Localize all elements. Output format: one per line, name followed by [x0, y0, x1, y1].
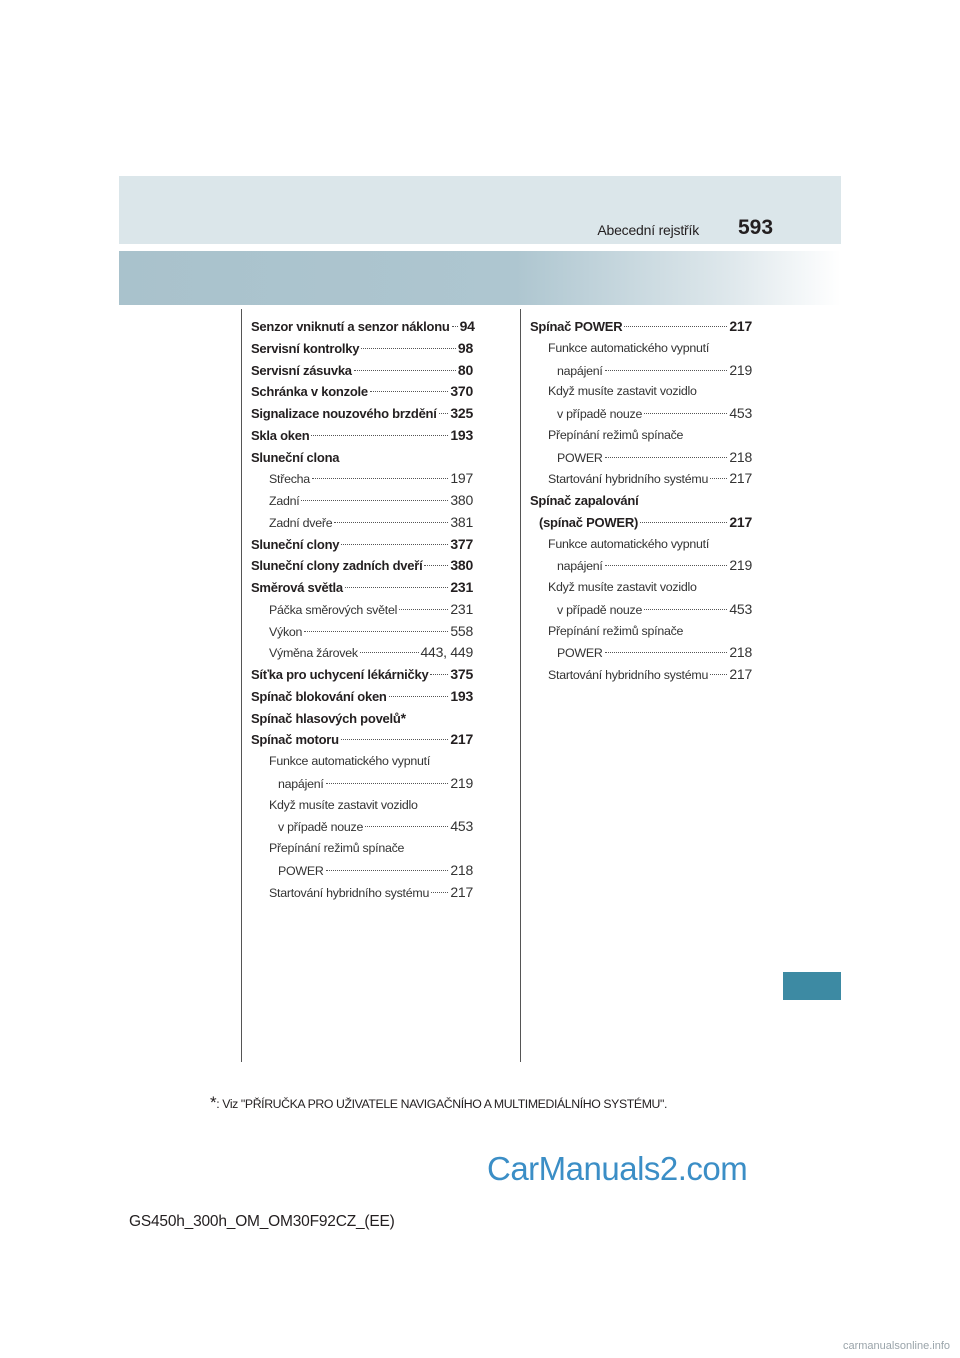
entry-label: Když musíte zastavit vozidlo: [548, 580, 697, 594]
entry-page: 218: [729, 644, 752, 661]
index-entry: [251, 599, 473, 621]
index-entry: [530, 642, 752, 664]
entry-page: 94: [459, 318, 475, 334]
index-entry: [251, 642, 473, 664]
leader-dots: [311, 435, 448, 436]
entry-label: Startování hybridního systému: [548, 472, 709, 487]
entry-label: napájení: [557, 363, 603, 378]
entry-label: Startování hybridního systému: [548, 668, 709, 682]
entry-label: Zadní dveře: [269, 515, 333, 530]
footnote: [210, 1093, 667, 1113]
index-entry: [251, 447, 473, 469]
entry-label: Přepínání režimů spínače: [269, 841, 405, 855]
entry-label: Startování hybridního systému: [269, 885, 430, 900]
entry-label: Spínač motoru: [251, 732, 339, 748]
index-entry: [530, 599, 752, 621]
index-entry: [251, 838, 473, 860]
entry-label: Střecha: [269, 472, 310, 487]
entry-label: Spínač zapalování: [530, 493, 639, 508]
leader-dots: [399, 609, 448, 610]
leader-dots: [334, 522, 448, 523]
entry-label: Směrová světla: [251, 580, 343, 595]
entry-label: Skla oken: [251, 427, 310, 443]
entry-page: 453: [450, 818, 473, 835]
index-entry: [251, 773, 473, 795]
entry-label: Spínač POWER: [530, 319, 623, 334]
leader-dots: [644, 609, 727, 610]
index-entry: [530, 338, 752, 360]
model-code: GS450h_300h_OM_OM30F92CZ_(EE): [129, 1213, 395, 1230]
index-entry: [251, 490, 473, 512]
entry-page: 377: [450, 535, 473, 552]
entry-label: POWER: [557, 646, 603, 661]
leader-dots: [605, 370, 728, 371]
entry-label: Funkce automatického vypnutí: [269, 754, 431, 768]
leader-dots: [624, 326, 727, 327]
index-entry: [251, 468, 473, 490]
index-entry: [530, 468, 752, 490]
entry-label: Signalizace nouzového brzdění: [251, 406, 437, 421]
entry-page: 325: [450, 405, 473, 421]
leader-dots: [365, 826, 448, 827]
index-entry: [530, 316, 752, 338]
entry-label: napájení: [557, 559, 603, 574]
header-bar: [119, 176, 841, 244]
entry-label: v případě nouze: [557, 602, 643, 617]
entry-label: POWER: [278, 863, 324, 878]
entry-page: 231: [450, 600, 473, 617]
leader-dots: [312, 478, 448, 479]
entry-label: v případě nouze: [278, 820, 364, 835]
leader-dots: [605, 565, 728, 566]
decorative-band: [119, 251, 841, 305]
index-entry: [251, 664, 473, 686]
entry-page: 219: [729, 557, 752, 574]
watermark-corner: carmanualsonline.info: [842, 1340, 950, 1352]
entry-page: 98: [457, 339, 473, 356]
entry-page: 381: [450, 513, 473, 530]
index-entry: [251, 860, 473, 882]
index-entry: [251, 534, 473, 556]
entry-label: Zadní: [269, 494, 300, 508]
entry-label: v případě nouze: [557, 407, 643, 421]
entry-label: (spínač POWER): [539, 514, 639, 530]
entry-label: Sluneční clona: [251, 449, 340, 465]
index-entry: [251, 686, 473, 708]
entry-page: 443, 449: [420, 644, 473, 661]
entry-label: Síťka pro uchycení lékárničky: [251, 667, 429, 682]
entry-page: 197: [450, 470, 473, 487]
entry-page: 219: [450, 774, 473, 791]
index-entry: [251, 555, 473, 577]
entry-label: Přepínání režimů spínače: [548, 427, 684, 442]
entry-page: 217: [729, 470, 752, 487]
leader-dots: [710, 674, 727, 675]
entry-label: Spínač hlasových povelů: [251, 710, 401, 726]
entry-page: 453: [729, 600, 752, 617]
chapter-tab: [783, 972, 841, 1000]
entry-label: POWER: [557, 450, 603, 465]
index-entry: [251, 816, 473, 838]
leader-dots: [605, 457, 728, 458]
index-entry: [251, 795, 473, 817]
index-entry: [251, 425, 473, 447]
entry-label: Funkce automatického vypnutí: [548, 340, 710, 355]
entry-label: Když musíte zastavit vozidlo: [548, 384, 697, 399]
entry-page: 217: [729, 666, 752, 682]
entry-label: Senzor vniknutí a senzor náklonu: [251, 319, 450, 334]
index-entry: [530, 425, 752, 447]
leader-dots: [354, 370, 456, 371]
entry-page: 217: [729, 318, 752, 334]
leader-dots: [431, 892, 448, 893]
entry-page: 217: [450, 883, 473, 900]
index-entry: [530, 360, 752, 382]
entry-page: 218: [450, 861, 473, 878]
index-entry: [530, 577, 752, 599]
leader-dots: [439, 413, 449, 414]
entry-label: Spínač blokování oken: [251, 688, 387, 704]
leader-dots: [452, 326, 458, 327]
leader-dots: [430, 674, 448, 675]
entry-page: 453: [729, 405, 752, 421]
entry-page: 217: [450, 731, 473, 748]
index-entry: [251, 403, 473, 425]
leader-dots: [301, 500, 448, 501]
entry-label: Servisní kontrolky: [251, 340, 360, 356]
entry-page: 193: [450, 687, 473, 704]
index-entry: [530, 381, 752, 403]
index-entry: [251, 882, 473, 904]
leader-dots: [389, 696, 449, 697]
entry-label: napájení: [278, 776, 324, 791]
index-entry: [251, 621, 473, 643]
index-entry: [251, 316, 473, 338]
leader-dots: [370, 391, 449, 392]
leader-dots: [424, 565, 448, 566]
index-entry: [530, 512, 752, 534]
index-entry: [251, 381, 473, 403]
watermark-logo: CarManuals2.com: [487, 1150, 748, 1187]
entry-page: 380: [450, 492, 473, 508]
entry-label: Přepínání režimů spínače: [548, 623, 684, 638]
index-entry: Spínač hlasových povelů *: [251, 708, 473, 730]
index-entry: [530, 403, 752, 425]
entry-page: 218: [729, 448, 752, 465]
entry-label: Výměna žárovek: [269, 646, 358, 661]
entry-label: Servisní zásuvka: [251, 362, 352, 378]
leader-dots: [644, 413, 727, 414]
index-right-column: [530, 316, 752, 686]
index-entry: [251, 338, 473, 360]
section-title: Abecední rejstřík: [597, 222, 699, 238]
index-entry: [251, 751, 473, 773]
index-entry: [530, 447, 752, 469]
leader-dots: [304, 631, 448, 632]
entry-label: Páčka směrových světel: [269, 602, 398, 617]
entry-page: 80: [457, 361, 473, 378]
entry-label: Sluneční clony zadních dveří: [251, 558, 423, 574]
footnote-marker: *: [210, 1093, 217, 1112]
index-entry: [530, 490, 752, 512]
entry-label: Schránka v konzole: [251, 384, 368, 400]
index-entry: [251, 512, 473, 534]
footnote-text: : Viz "PŘÍRUČKA PRO UŽIVATELE NAVIGAČNÍHO A MULTIMEDIÁLNÍHO SYSTÉMU".: [216, 1097, 667, 1111]
entry-page: 558: [450, 622, 473, 639]
left-column-rule: [241, 309, 242, 1062]
index-entry: [251, 729, 473, 751]
index-entry: [251, 577, 473, 599]
entry-page: 375: [450, 666, 473, 682]
leader-dots: [326, 783, 449, 784]
index-entry: [530, 621, 752, 643]
entry-label: Sluneční clony: [251, 536, 340, 552]
entry-page: 370: [450, 383, 473, 400]
index-entry: [251, 360, 473, 382]
leader-dots: [341, 544, 448, 545]
entry-page: 231: [450, 579, 473, 595]
entry-page: 193: [450, 426, 473, 443]
right-column-rule: [520, 309, 521, 1062]
leader-dots: [605, 652, 728, 653]
entry-label: Když musíte zastavit vozidlo: [269, 797, 418, 812]
entry-page: 219: [729, 361, 752, 378]
leader-dots: [360, 652, 419, 653]
leader-dots: [345, 587, 448, 588]
index-entry: [530, 664, 752, 686]
entry-page: 380: [450, 557, 473, 574]
entry-label: Funkce automatického vypnutí: [548, 536, 710, 551]
leader-dots: [361, 348, 456, 349]
index-entry: [530, 555, 752, 577]
entry-label: Výkon: [269, 624, 303, 639]
leader-dots: [326, 870, 449, 871]
leader-dots: [341, 739, 449, 740]
leader-dots: [640, 522, 727, 523]
leader-dots: [710, 478, 727, 479]
entry-page: 217: [729, 513, 752, 530]
index-entry: [530, 534, 752, 556]
index-left-column: [251, 316, 473, 903]
page-number: 593: [738, 216, 774, 239]
